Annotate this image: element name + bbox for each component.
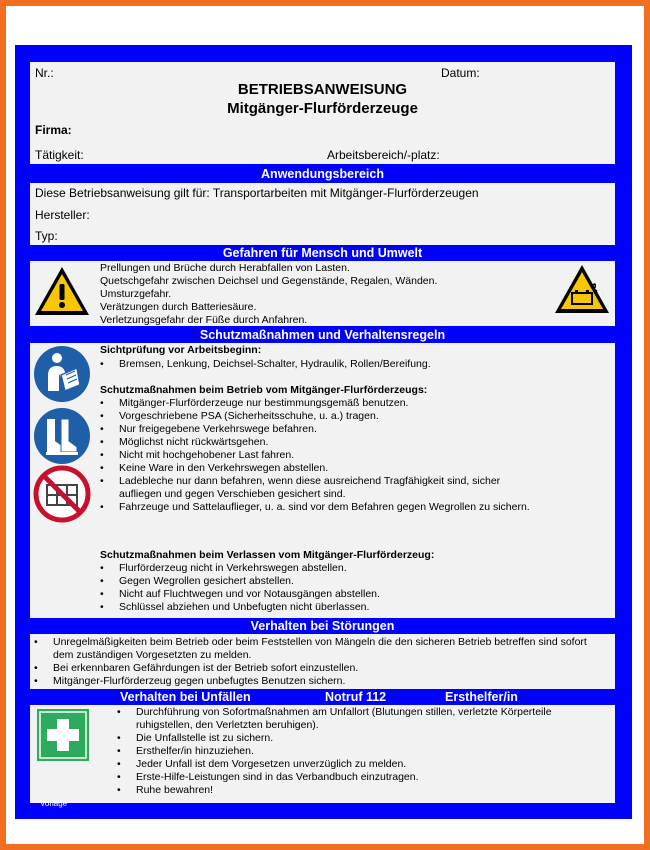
warning-triangle-icon bbox=[33, 265, 91, 317]
schutzmassnahmen-title: Schutzmaßnahmen und Verhaltensregeln bbox=[30, 327, 615, 343]
first-aid-icon bbox=[37, 709, 89, 761]
firma-label: Firma: bbox=[35, 123, 72, 137]
gefahr-line: Umsturzgefahr. bbox=[100, 288, 172, 300]
typ-label: Typ: bbox=[35, 229, 58, 243]
gefahr-line: Quetschgefahr zwischen Deichsel und Gegenstände, Regalen, Wänden. bbox=[100, 275, 438, 287]
betrieb-heading: Schutzmaßnahmen beim Betrieb vom Mitgänger-Flurförderzeugs: bbox=[100, 384, 428, 396]
nr-label: Nr.: bbox=[35, 66, 54, 80]
hersteller-label: Hersteller: bbox=[35, 208, 90, 222]
list-item: • Jeder Unfall ist dem Vorgesetzen unverzüglich zu melden. bbox=[117, 758, 597, 771]
betrieb-list bbox=[100, 397, 530, 514]
stoerungen-list bbox=[34, 636, 608, 688]
stoerungen-title: Verhalten bei Störungen bbox=[30, 618, 615, 634]
schutzmassnahmen-box bbox=[30, 343, 615, 618]
vorlage-label: Vorlage bbox=[40, 799, 68, 808]
list-item: • Durchführung von Sofortmaßnahmen am Unfallort (Blutungen stillen, verletzte Körperteile ruhigstellen, den Verletzten beruhigen). bbox=[117, 706, 597, 732]
notruf-number: Notruf 112 bbox=[325, 690, 387, 704]
list-item: • Schlüssel abziehen und Unbefugten nicht überlassen. bbox=[100, 601, 530, 614]
list-item: • Erste-Hilfe-Leistungen sind in das Verbandbuch einzutragen. bbox=[117, 771, 597, 784]
arbeitsbereich-label: Arbeitsbereich/-platz: bbox=[327, 148, 440, 162]
scope-text: Diese Betriebsanweisung gilt für: Transportarbeiten mit Mitgänger-Flurförderzeugen bbox=[35, 186, 479, 200]
list-item: • Ruhe bewahren! bbox=[117, 784, 597, 797]
header-box bbox=[30, 62, 615, 164]
list-item: • Flurförderzeug nicht in Verkehrswegen abstellen. bbox=[100, 562, 530, 575]
sichtpruefung-list bbox=[100, 358, 530, 371]
list-item: • Die Unfallstelle ist zu sichern. bbox=[117, 732, 597, 745]
list-item: • Ersthelfer/in hinzuziehen. bbox=[117, 745, 597, 758]
list-item: • Nur freigegebene Verkehrswege befahren. bbox=[100, 423, 530, 436]
gefahr-line: Verletzungsgefahr der Füße durch Anfahren. bbox=[100, 314, 308, 326]
list-item: • Bei erkennbaren Gefährdungen ist der Betrieb sofort einzustellen. bbox=[34, 662, 608, 675]
stoerungen-box bbox=[30, 634, 615, 689]
document-subtitle: Mitgänger-Flurförderzeuge bbox=[227, 100, 418, 117]
anwendungsbereich-title: Anwendungsbereich bbox=[30, 166, 615, 182]
sichtpruefung-heading: Sichtprüfung vor Arbeitsbeginn: bbox=[100, 344, 262, 356]
read-instructions-icon bbox=[33, 345, 91, 403]
taetigkeit-label: Tätigkeit: bbox=[35, 148, 84, 162]
gefahr-line: Verätzungen durch Batteriesäure. bbox=[100, 301, 257, 313]
list-item: • Vorgeschriebene PSA (Sicherheitsschuhe, u. a.) tragen. bbox=[100, 410, 530, 423]
unfaelle-title: Verhalten bei Unfällen bbox=[120, 690, 251, 704]
battery-corrosive-warning-icon bbox=[553, 263, 611, 315]
gefahren-box bbox=[30, 261, 615, 326]
unfaelle-title-bar bbox=[30, 689, 615, 705]
list-item: • Gegen Wegrollen gesichert abstellen. bbox=[100, 575, 530, 588]
anwendungsbereich-box bbox=[30, 183, 615, 245]
gefahren-title: Gefahren für Mensch und Umwelt bbox=[30, 245, 615, 261]
datum-label: Datum: bbox=[441, 66, 480, 80]
list-item: • Mitgänger-Flurförderzeuge nur bestimmungsgemäß benutzen. bbox=[100, 397, 530, 410]
ersthelfer-label: Ersthelfer/in bbox=[445, 690, 518, 704]
verlassen-list bbox=[100, 562, 530, 614]
list-item: • Fahrzeuge und Sattelauflieger, u. a. sind vor dem Befahren gegen Wegrollen zu sichern. bbox=[100, 501, 530, 514]
list-item: • Keine Ware in den Verkehrswegen abstellen. bbox=[100, 462, 530, 475]
gefahr-line: Prellungen und Brüche durch Herabfallen von Lasten. bbox=[100, 262, 350, 274]
list-item: • Möglichst nicht rückwärtsgehen. bbox=[100, 436, 530, 449]
no-storage-in-traffic-routes-icon bbox=[33, 465, 91, 523]
list-item: • Mitgänger-Flurförderzeug gegen unbefugtes Benutzen sichern. bbox=[34, 675, 608, 688]
list-item: • Bremsen, Lenkung, Deichsel-Schalter, Hydraulik, Rollen/Bereifung. bbox=[100, 358, 530, 371]
list-item: • Unregelmäßigkeiten beim Betrieb oder beim Feststellen von Mängeln die den sicheren Betrieb betreffen sind sofort dem zuständigen Vorgesetzten zu melden. bbox=[34, 636, 608, 662]
list-item: • Nicht mit hochgehobener Last fahren. bbox=[100, 449, 530, 462]
safety-shoes-icon bbox=[33, 407, 91, 465]
document-title: BETRIEBSANWEISUNG bbox=[237, 81, 408, 98]
unfaelle-box bbox=[30, 705, 615, 803]
list-item: • Nicht auf Fluchtwegen und vor Notausgängen abstellen. bbox=[100, 588, 530, 601]
unfaelle-list bbox=[117, 706, 597, 797]
verlassen-heading: Schutzmaßnahmen beim Verlassen vom Mitgänger-Flurförderzeug: bbox=[100, 549, 435, 561]
list-item: • Ladebleche nur dann befahren, wenn diese ausreichend Tragfähigkeit sind, sicher aufliegen und gegen Verschieben gesichert sind. bbox=[100, 475, 530, 501]
